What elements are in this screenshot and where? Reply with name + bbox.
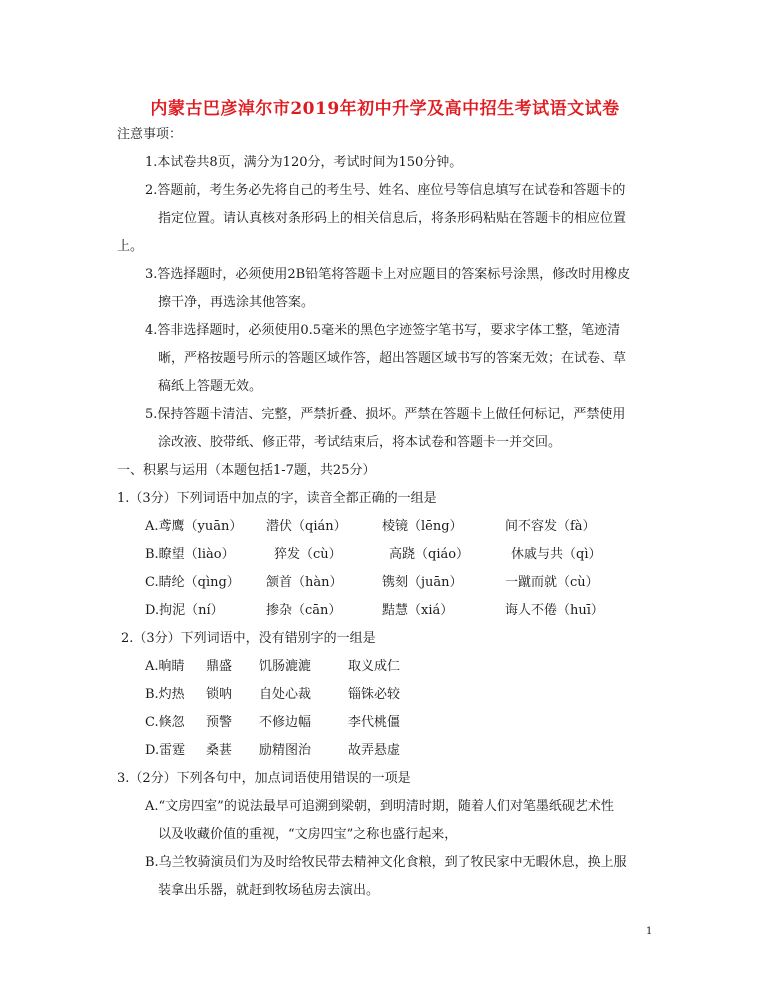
q1-option-c: 一蹴而就（cù） — [505, 575, 599, 590]
q1-option-a: 间不容发（fà） — [505, 519, 596, 534]
q2-option-b: 自处心裁 — [259, 687, 312, 702]
q2-option-d: 桑葚 — [206, 743, 233, 758]
q2-option-a: 鼎盛 — [206, 659, 233, 674]
q2-option-d: D.雷霆 — [145, 743, 186, 758]
notice-line: 5.保持答题卡清洁、完整，严禁折叠、损坏。严禁在答题卡上做任何标记，严禁使用 — [145, 407, 626, 422]
q2-option-a: A.晌睛 — [145, 659, 185, 674]
q2-option-c: 预警 — [206, 715, 233, 730]
q2-option-a: 取义成仁 — [348, 659, 401, 674]
q1-option-b: 高跷（qiáo） — [389, 547, 470, 562]
page-title: 内蒙古巴彦淖尔市2019年初中升学及高中招生考试语文试卷 — [150, 99, 620, 119]
q1-option-c: 颔首（hàn） — [266, 575, 343, 590]
question-3-stem: 3.（2分）下列各句中，加点词语使用错误的一项是 — [117, 771, 411, 786]
notice-line: 上。 — [117, 239, 144, 254]
q2-option-c: C.倏忽 — [145, 715, 185, 730]
q1-option-b: 休戚与共（qì） — [511, 547, 602, 562]
q1-option-d: D.拘泥（ní） — [145, 603, 224, 618]
notice-line: 4.答非选择题时，必须使用0.5毫米的黑色字迹签字笔书写，要求字体工整，笔迹清 — [145, 323, 621, 338]
q1-option-c: C.睛纶（qìng） — [145, 575, 240, 590]
notice-line: 稿纸上答题无效。 — [158, 379, 263, 394]
q1-option-d: 诲人不倦（huī） — [505, 603, 604, 618]
q3-option-line: 装拿出乐器，就赶到牧场毡房去演出。 — [158, 883, 380, 898]
q2-option-d: 故弄悬虚 — [348, 743, 401, 758]
notice-line: 晰，严格按题号所示的答题区域作答，超出答题区域书写的答案无效；在试卷、草 — [158, 351, 627, 366]
q1-option-d: 掺杂（cān） — [266, 603, 342, 618]
notice-line: 2.答题前，考生务必先将自己的考生号、姓名、座位号等信息填写在试卷和答题卡的 — [145, 183, 626, 198]
q2-option-c: 不修边幅 — [259, 715, 312, 730]
q2-option-a: 饥肠漉漉 — [259, 659, 312, 674]
q2-option-b: B.灼热 — [145, 687, 185, 702]
q2-option-d: 励精图治 — [259, 743, 312, 758]
question-1-stem: 1.（3分）下列词语中加点的字，读音全都正确的一组是 — [117, 491, 437, 506]
notice-line: 擦干净，再选涂其他答案。 — [158, 295, 315, 310]
q2-option-c: 李代桃僵 — [348, 715, 401, 730]
q3-option-line: A.“文房四室”的说法最早可追溯到梁朝，到明清时期，随着人们对笔墨纸砚艺术性 — [145, 799, 614, 814]
q3-option-line: B.乌兰牧骑演员们为及时给牧民带去精神文化食粮，到了牧民家中无暇休息，换上服 — [145, 855, 627, 870]
page-number: 1 — [646, 926, 653, 937]
q2-option-b: 锁呐 — [206, 687, 233, 702]
section-heading: 一、积累与运用（本题包括1-7题，共25分） — [117, 463, 376, 478]
notice-line: 3.答选择题时，必须使用2B铅笔将答题卡上对应题目的答案标号涂黑，修改时用橡皮 — [145, 267, 631, 282]
notice-heading: 注意事项： — [117, 127, 183, 142]
q1-option-a: 潜伏（qián） — [266, 519, 347, 534]
q3-option-line: 以及收藏价值的重视，“文房四宝”之称也盛行起来， — [158, 827, 458, 842]
q1-option-a: A.鸢鹰（yuān） — [145, 519, 243, 534]
q1-option-c: 镌刻（juān） — [382, 575, 463, 590]
notice-line: 指定位置。请认真核对条形码上的相关信息后，将条形码粘贴在答题卡的相应位置 — [158, 211, 627, 226]
q1-option-b: 猝发（cù） — [274, 547, 342, 562]
q1-option-d: 黠慧（xiá） — [382, 603, 454, 618]
question-2-stem: 2.（3分）下列词语中，没有错别字的一组是 — [121, 631, 376, 646]
q1-option-a: 棱镜（lēng） — [382, 519, 463, 534]
q2-option-b: 锱铢必较 — [348, 687, 401, 702]
notice-line: 1.本试卷共8页，满分为120分，考试时间为150分钟。 — [145, 155, 463, 170]
notice-line: 涂改液、胶带纸、修正带，考试结束后，将本试卷和答题卡一并交回。 — [158, 435, 562, 450]
q1-option-b: B.瞭望（liào） — [145, 547, 235, 562]
